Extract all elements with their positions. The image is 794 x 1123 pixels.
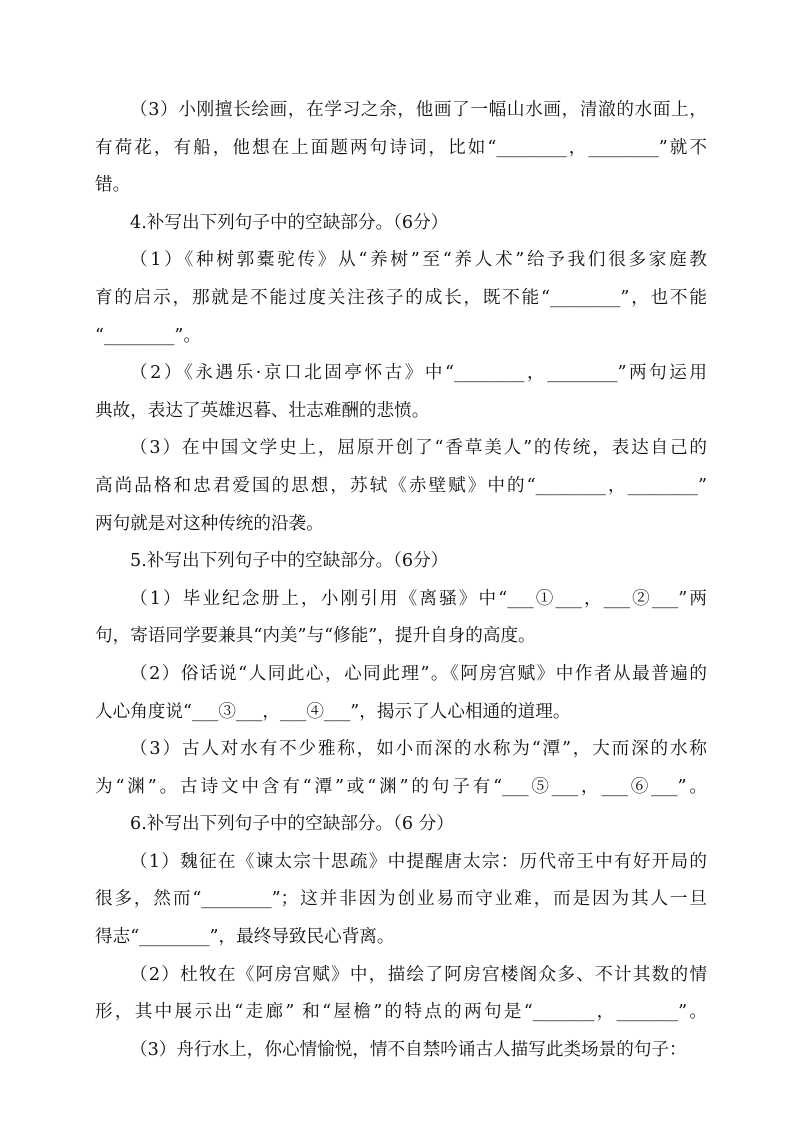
q5-item3-line1: （3）古人对水有不少雅称，如小而深的水称为“潭”，大而深的水称 xyxy=(130,739,707,760)
q4-item3-line3: 两句就是对这种传统的沿袭。 xyxy=(95,513,324,534)
q4-item2-line1: （2）《永遇乐·京口北固亭怀古》中“________，________”两句运用 xyxy=(130,363,707,384)
q5-item1-line1: （1）毕业纪念册上，小刚引用《离骚》中“___①___，___②___”两 xyxy=(130,588,707,609)
q6-item2-line2: 形，其中展示出“走廊” 和“屋檐”的特点的两句是“_______，_______”。 xyxy=(95,1002,707,1023)
q5-item1-line2: 句，寄语同学要兼具“内美”与“修能”，提升自身的高度。 xyxy=(95,626,536,647)
q4-item1-line3: “________”。 xyxy=(95,325,201,346)
exam-page xyxy=(95,92,707,1069)
q5-item2-line1: （2）俗话说“人同此心，心同此理”。《阿房宫赋》中作者从最普遍的 xyxy=(130,663,707,684)
q4-item3-line1: （3）在中国文学史上，屈原开创了“香草美人”的传统，表达自己的 xyxy=(130,438,707,459)
q3-item3-line1: （3）小刚擅长绘画，在学习之余，他画了一幅山水画，清澈的水面上， xyxy=(130,100,707,120)
q4-item2-line2: 典故，表达了英雄迟暮、壮志难酬的悲愤。 xyxy=(95,400,430,421)
q6-item1-line3: 得志“________”，最终导致民心背离。 xyxy=(95,927,395,948)
q6-item1-line1: （1）魏征在《谏太宗十思疏》中提醒唐太宗：历代帝王中有好开局的 xyxy=(130,851,707,872)
q3-item3-line3: 错。 xyxy=(95,175,131,196)
q6-heading: 6.补写出下列句子中的空缺部分。（6 分） xyxy=(130,814,454,835)
q4-item3-line2: 高尚品格和忠君爱国的思想，苏轼《赤壁赋》中的“________，________” xyxy=(95,475,707,496)
q5-item2-line2: 人心角度说“___③___，___④___”，揭示了人心相通的道理。 xyxy=(95,701,571,722)
q4-heading: 4.补写出下列句子中的空缺部分。（6分） xyxy=(130,212,449,233)
q6-item3-line1: （3）舟行水上，你心情愉悦，情不自禁吟诵古人描写此类场景的句子： xyxy=(130,1039,687,1060)
q3-item3-line2: 有荷花，有船，他想在上面题两句诗词，比如“________，________”就不 xyxy=(95,137,707,158)
q5-heading: 5.补写出下列句子中的空缺部分。（6分） xyxy=(130,551,449,572)
q4-item1-line2: 育的启示，那就是不能过度关注孩子的成长，既不能“________”，也不能 xyxy=(95,287,707,308)
q6-item2-line1: （2）杜牧在《阿房宫赋》中，描绘了阿房宫楼阁众多、不计其数的情 xyxy=(130,964,707,985)
q5-item3-line2: 为“渊”。古诗文中含有“潭”或“渊”的句子有“___⑤___，___⑥___”。 xyxy=(95,776,707,797)
q6-item1-line2: 很多，然而“________”；这并非因为创业易而守业难，而是因为其人一旦 xyxy=(95,889,707,910)
q4-item1-line1: （1）《种树郭橐驼传》从“养树”至“养人术”给予我们很多家庭教 xyxy=(130,250,707,271)
